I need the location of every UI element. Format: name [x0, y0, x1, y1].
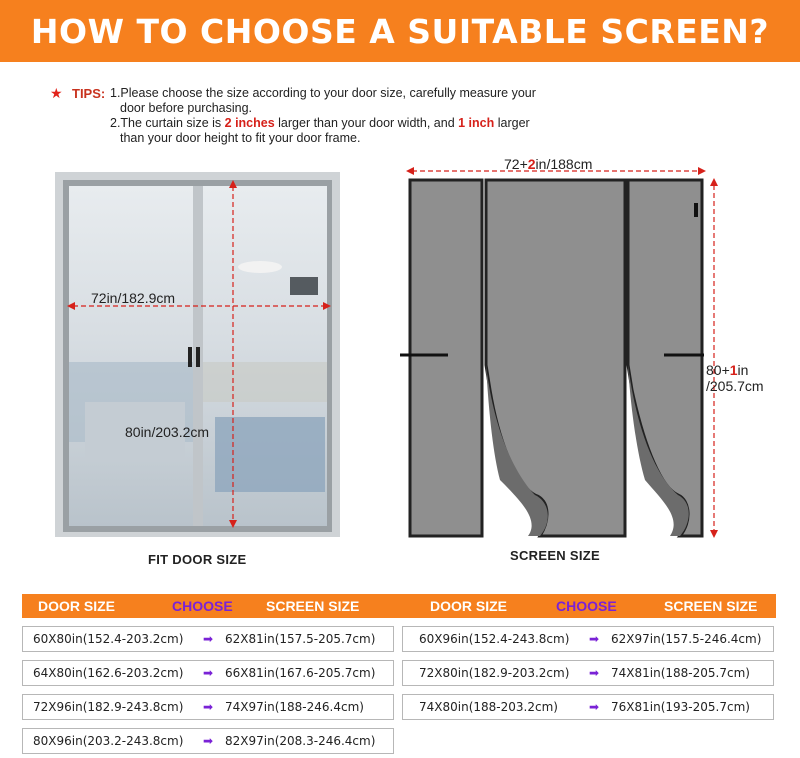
screen-size-cell: 66X81in(167.6-205.7cm) [225, 666, 376, 680]
door-size-cell: 80X96in(203.2-243.8cm) [33, 734, 184, 748]
highlight-1-inch: 1 inch [458, 116, 495, 130]
door-size-cell: 60X96in(152.4-243.8cm) [419, 632, 570, 646]
header-screen-size: SCREEN SIZE [664, 598, 758, 614]
door-size-cell: 72X96in(182.9-243.8cm) [33, 700, 184, 714]
screen-size-caption: SCREEN SIZE [510, 548, 600, 563]
screen-height-text: 80+ [706, 362, 730, 378]
screen-width-extra: 2 [527, 156, 536, 172]
door-height-label: 80in/203.2cm [125, 424, 210, 440]
tip-line-3-text: 2.The curtain size is [110, 116, 225, 130]
table-row [22, 728, 394, 754]
screen-height-label [706, 362, 764, 394]
tip-line-4: than your door height to fit your door frame. [120, 131, 361, 145]
tip-line-2: door before purchasing. [120, 101, 253, 115]
tip-line-3-text: larger [494, 116, 530, 130]
screen-size-cell: 82X97in(208.3-246.4cm) [225, 734, 376, 748]
star-icon: ★ [50, 85, 63, 101]
arrow-right-icon: ➡ [203, 666, 214, 680]
arrow-right-icon: ➡ [203, 632, 214, 646]
arrow-right-icon: ➡ [589, 632, 600, 646]
door-size-cell: 72X80in(182.9-203.2cm) [419, 666, 570, 680]
door-size-cell: 74X80in(188-203.2cm) [419, 700, 558, 714]
table-row [402, 660, 774, 686]
table-header [22, 594, 402, 618]
screen-width-text: in/188cm [535, 156, 593, 172]
fit-door-size-caption: FIT DOOR SIZE [148, 552, 247, 567]
tips-label: TIPS: [72, 86, 106, 101]
screen-size-cell: 62X97in(157.5-246.4cm) [611, 632, 762, 646]
table-row [22, 694, 394, 720]
highlight-2-inches: 2 inches [224, 116, 275, 130]
size-table-left [22, 594, 402, 748]
door-width-label: 72in/182.9cm [91, 290, 176, 306]
title-banner [0, 0, 800, 62]
arrow-right-icon: ➡ [589, 700, 600, 714]
screen-size-cell: 74X81in(188-205.7cm) [611, 666, 750, 680]
header-door-size: DOOR SIZE [38, 598, 116, 614]
table-row [402, 626, 774, 652]
header-choose: CHOOSE [172, 598, 233, 614]
screen-illustration [400, 150, 780, 550]
screen-drawing [400, 150, 780, 550]
table-row [22, 660, 394, 686]
arrow-right-icon: ➡ [203, 734, 214, 748]
table-row [22, 626, 394, 652]
arrow-right-icon: ➡ [589, 666, 600, 680]
screen-size-cell: 76X81in(193-205.7cm) [611, 700, 750, 714]
screen-size-cell: 74X97in(188-246.4cm) [225, 700, 364, 714]
screen-width-text: 72+ [504, 156, 528, 172]
header-door-size: DOOR SIZE [430, 598, 508, 614]
door-size-cell: 64X80in(162.6-203.2cm) [33, 666, 184, 680]
tip-line-3 [110, 116, 530, 131]
size-table-right [402, 594, 776, 714]
table-row [402, 694, 774, 720]
tip-line-3-text: larger than your door width, and [274, 116, 459, 130]
screen-height-text: in [737, 362, 749, 378]
door-size-cell: 60X80in(152.4-203.2cm) [33, 632, 184, 646]
screen-height-text: /205.7cm [706, 378, 764, 394]
arrow-right-icon: ➡ [203, 700, 214, 714]
page-title: HOW TO CHOOSE A SUITABLE SCREEN? [30, 11, 770, 51]
door-photo [55, 172, 340, 537]
screen-height-extra: 1 [729, 362, 738, 378]
tip-line-1: 1.Please choose the size according to your door size, carefully measure your [110, 86, 536, 100]
screen-width-label [504, 156, 592, 172]
door-illustration [55, 172, 340, 537]
screen-size-cell: 62X81in(157.5-205.7cm) [225, 632, 376, 646]
table-header [402, 594, 776, 618]
header-choose: CHOOSE [556, 598, 617, 614]
header-screen-size: SCREEN SIZE [266, 598, 360, 614]
